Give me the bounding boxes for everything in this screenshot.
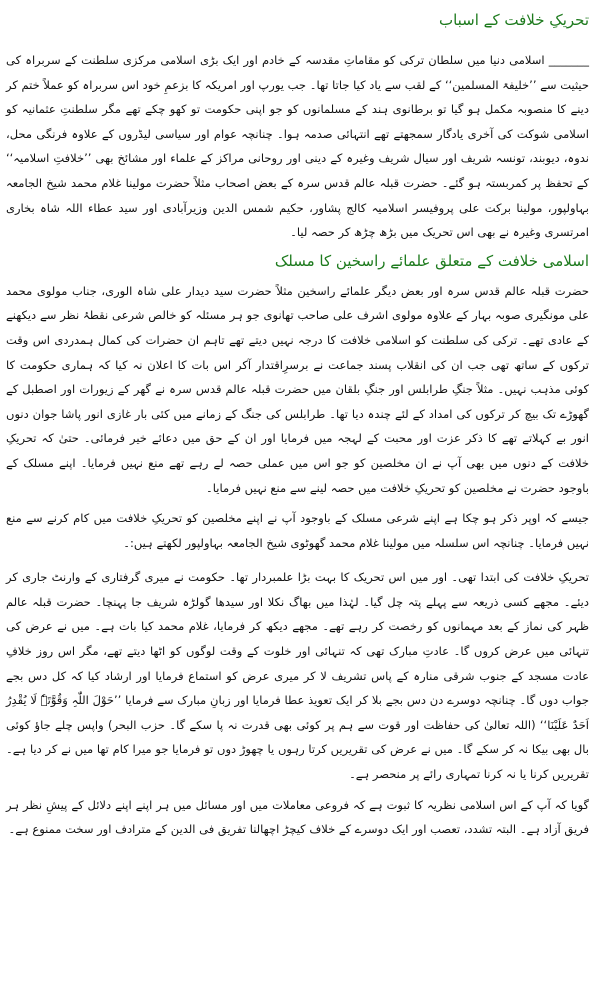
paragraph: تحریکِ خلافت کی ابتدا تھی۔ اور میں اس تحریک کا بہت بڑا علمبردار تھا۔ حکومت نے میری گرفتاری کے وارنٹ جاری کر دیئے۔ مجھے کسی ذریعہ سے پہلے پتہ چل گیا۔ لہٰذا میں بھاگ نکلا اور سیدھا گولڑہ شریف جا پہنچا۔ حضرت قبلہ عالم ظہر کی نماز کے بعد مہمانوں کو رخصت کر رہے تھے۔ مجھے دیکھ کر فرمایا، غلام محمد کیا بات ہے۔ میں نے عرض کی تنہائی میں عرض کروں گا۔ عادتِ مبارک تھی کہ تنہائی اور خلوت کے وقت لوگوں کو اٹھا دیتے تھے، مگر اس روز خلافِ عادت مسجد کے جنوب شرقی منارہ کے پاس تشریف لا کر میری عرض کو استماع فرمایا اور ارشاد کیا کہ کل دس بجے جواب دوں گا۔ چنانچہ دوسرے دن دس بجے بلا کر ایک تعویذ عطا فرمایا اور زبانِ مبارک سے فرمایا ’’حَوْلَ اللّٰہِ وَقُوَّتَہٗ لَا یُقْدِرُ اَحَدٌ عَلَیْنَا‘‘ (اللہ تعالیٰ کی حفاظت اور قوت سے ہم پر کوئی بھی قدرت نہ پا سکے گا۔ حزب البحر) واپس چلے جاؤ کوئی بال بھی بیکا نہ کر سکے گا۔ میں نے عرض کی تقریریں کرتا رہوں یا چھوڑ دوں تو فرمایا جو میرا کام تھا میں نے کر دیا ہے۔ تقریریں کرنا یا نہ کرنا تمہاری رائے پر منحصر ہے۔ xyxy=(6,570,589,782)
paragraph: حضرت قبلہ عالم قدس سرہ اور بعض دیگر علمائے راسخین مثلاً حضرت سید دیدار علی شاہ الوری، جناب مولوی محمد علی مونگیری صوبہ بہار کے علاوہ مولوی اشرف علی صاحب تھانوی جو ہر مسئلہ کو خالص شرعی نقطۂ نظر سے دیکھنے کے عادی تھے۔ ترکی کی سلطنت کو اسلامی خلافت کا درجہ نہیں دیتے تھے تاہم ان حضرات کی کمال ہمدردی اس وقت ترکوں کے ساتھ تھی جب ان کی انقلاب پسند جماعت نے برسرِاقتدار آکر اس بات کا اعلان نہ کیا کہ ہماری حکومت کا کوئی مذہب نہیں۔ مثلاً جنگِ طرابلس اور جنگِ بلقان میں حضرت قبلہ عالم قدس سرہ نے گھر کے زیورات اور اصطبل کے گھوڑے تک بیچ کر ترکوں کی امداد کے لئے چندہ دیا تھا۔ طرابلس کی جنگ کے زمانے میں کئی بار غازی انور پاشا جوان دنوں انور بے کہلاتے تھے کا ذکر عزت اور محبت کے لہجہ میں فرمایا اور ان کے حق میں دعائے خیر فرمائی۔ حتیٰ کہ تحریکِ خلافت کے دنوں میں بھی آپ نے ان مخلصین کو جو اس میں عملی حصہ لے رہے تھے منع نہیں فرمایا۔ اپنے مسلک کے باوجود حضرت نے مخلصین کو تحریکِ خلافت میں حصہ لینے سے منع نہیں فرمایا۔ xyxy=(6,283,589,495)
section-heading: تحریکِ خلافت کے اسباب xyxy=(438,11,589,29)
section-heading: اسلامی خلافت کے متعلق علمائے راسخین کا مسلک xyxy=(274,251,589,270)
paragraph: جیسے کہ اوپر ذکر ہو چکا ہے اپنے شرعی مسلک کے باوجود آپ نے اپنے مخلصین کو تحریکِ خلافت میں کام کرنے سے منع نہیں فرمایا۔ چنانچہ اس سلسلہ میں مولینا غلام محمد گھوٹوی شیخ الجامعہ بہاولپور لکھتے ہیں:۔ xyxy=(6,511,589,550)
paragraph: گویا کہ آپ کے اس اسلامی نظریہ کا ثبوت ہے کہ فروعی معاملات میں اور مسائل میں ہر اپنے اپنے دلائل کے پیشِ نظر ہر فریق آزاد ہے۔ البتہ تشدد، تعصب اور ایک دوسرے کے خلاف کیچڑ اچھالنا تفریق فی الدین کے مترادف اور سخت ممنوع ہے۔ xyxy=(6,797,589,837)
paragraph: _______ اسلامی دنیا میں سلطان ترکی کو مقاماتِ مقدسہ کے خادم اور ایک بڑی اسلامی مرکزی سلطنت کے سربراہ کی حیثیت سے ’’خلیفۃ المسلمین‘‘ کے لقب سے یاد کیا جاتا تھا۔ جب یورپ اور امریکہ کا بزعمِ خود اس سربراہ کو عملاً ختم کر دینے کا منصوبہ مکمل ہو گیا تو برطانوی ہند کے مسلمانوں کو جو اپنی حکومت تو کھو چکے تھے مگر سلطنتِ عثمانیہ کو اسلامی شوکت کی آخری یادگار سمجھتے تھے انتہائی صدمہ ہوا۔ چنانچہ عوام اور سیاسی لیڈروں کے علاوہ فرنگی محل، ندوہ، دیوبند، تونسہ شریف اور سیال شریف وغیرہ کے دینی اور روحانی مراکز کے علماء اور مشائخ بھی ’’خلافتِ اسلامیہ‘‘ کے تحفظ پر کمربستہ ہو گئے۔ حضرت قبلہ عالم قدس سرہ کے بعض اصحاب مثلاً حضرت مولینا غلام محمد شیخ الجامعہ بہاولپور، مولینا برکت علی پروفیسر اسلامیہ کالج پشاور، حکیم شمس الدین وزیرآبادی اور سید عطاء اللہ شاہ بخاری امرتسری وغیرہ نے بھی اس تحریک میں بڑھ چڑھ کر حصہ لیا۔ xyxy=(6,53,589,240)
